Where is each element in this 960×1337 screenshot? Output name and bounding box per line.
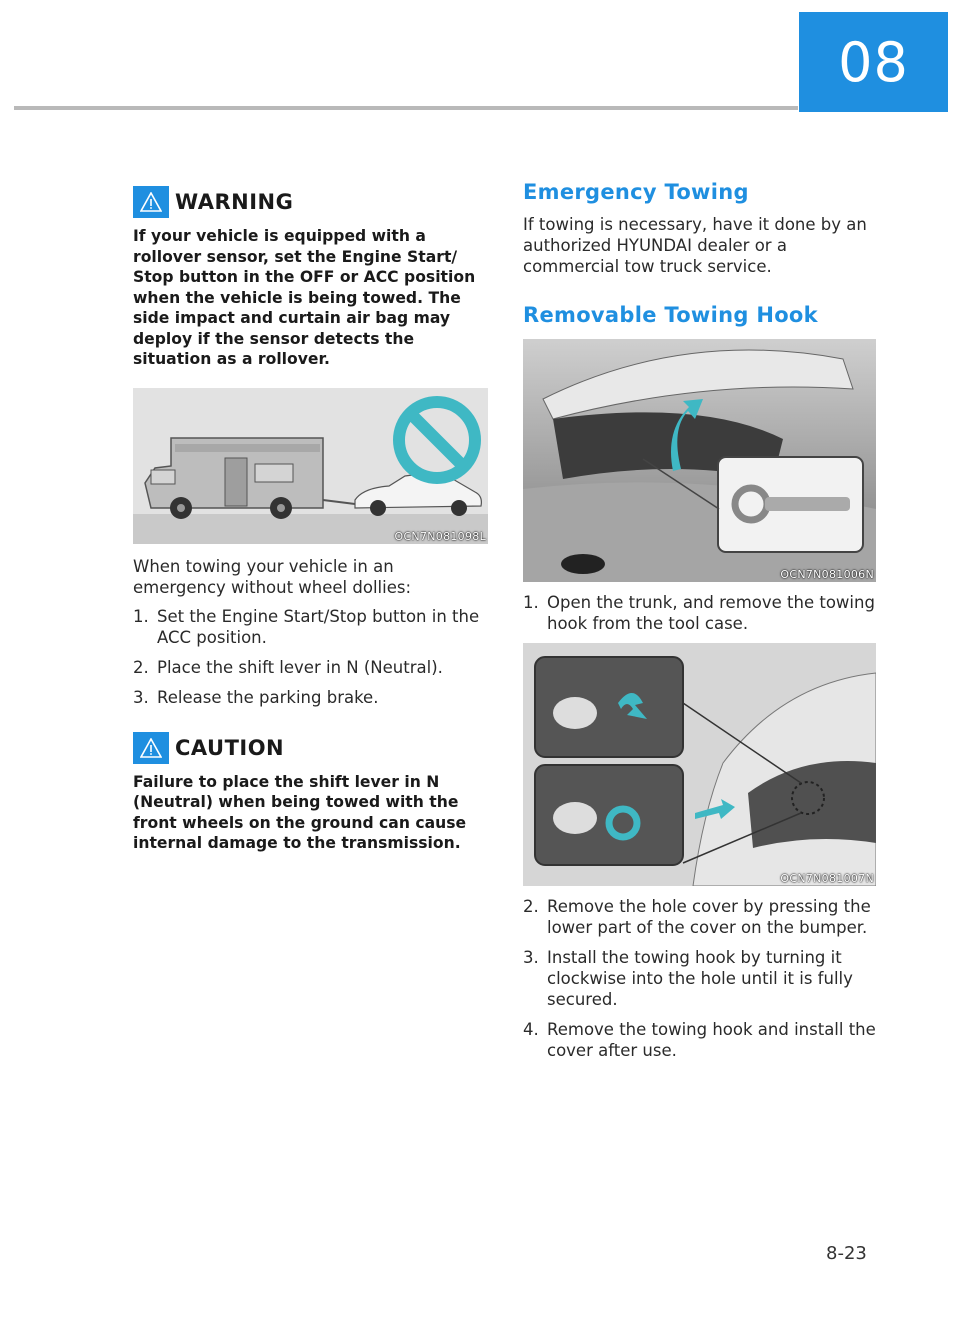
step-text: Place the shift lever in N (Neutral). — [157, 657, 443, 677]
warning-header — [133, 186, 488, 218]
caution-title: CAUTION — [175, 735, 285, 760]
chapter-tab — [799, 12, 948, 112]
hook-step1-list — [523, 592, 876, 634]
figure-code: OCN7N081006N — [780, 568, 874, 581]
right-column — [523, 180, 876, 1070]
step-number: 3. — [133, 687, 149, 707]
hook-steps-list — [523, 896, 876, 1061]
towing-hook-heading: Removable Towing Hook — [523, 303, 818, 327]
chapter-number: 08 — [838, 30, 909, 94]
warning-triangle-icon — [133, 732, 169, 764]
step-number: 4. — [523, 1020, 539, 1039]
list-item — [133, 606, 488, 648]
step-number: 1. — [133, 606, 149, 626]
step-text: Set the Engine Start/Stop button in the ACC position. — [157, 606, 480, 647]
caution-header — [133, 732, 488, 764]
step-text: Remove the towing hook and install the cover after use. — [547, 1020, 876, 1060]
figure-code: OCN7N081007N — [780, 872, 874, 885]
trunk-illustration — [523, 339, 876, 582]
step-number: 2. — [133, 657, 149, 677]
list-item — [133, 657, 488, 678]
caution-body: Failure to place the shift lever in N (Neutral) when being towed with the front wheels on the ground can cause internal damage to the transmission. — [133, 772, 467, 852]
step-text: Remove the hole cover by pressing the lower part of the cover on the bumper. — [547, 897, 871, 937]
step-number: 3. — [523, 948, 539, 967]
step-number: 2. — [523, 897, 539, 916]
page-number: 8-23 — [826, 1243, 867, 1264]
warning-body: If your vehicle is equipped with a rollover sensor, set the Engine Start/ Stop button in the OFF or ACC position when the vehicle is being towed. The side impact and curtain air bag may deploy if the sensor detects the situation as a rollover. — [133, 227, 476, 368]
trunk-figure — [523, 339, 876, 582]
bumper-illustration — [523, 643, 876, 886]
left-column — [133, 186, 488, 854]
towing-rv-illustration — [133, 388, 488, 544]
warning-title: WARNING — [175, 190, 294, 214]
step-text: Install the towing hook by turning it clockwise into the hole until it is fully secured. — [547, 948, 853, 1009]
step-text: Release the parking brake. — [157, 687, 379, 707]
warning-triangle-icon — [133, 186, 169, 218]
step-number: 1. — [523, 593, 539, 612]
list-item — [523, 592, 876, 634]
header-rule — [14, 106, 798, 110]
left-steps-list — [133, 606, 488, 708]
bumper-figure — [523, 643, 876, 886]
emergency-towing-heading: Emergency Towing — [523, 180, 749, 204]
list-item — [523, 896, 876, 938]
intro-text: When towing your vehicle in an emergency without wheel dollies: — [133, 556, 412, 597]
towing-rv-figure — [133, 388, 488, 544]
list-item — [523, 947, 876, 1010]
list-item — [133, 687, 488, 708]
figure-code: OCN7N081098L — [394, 529, 486, 543]
emergency-towing-text: If towing is necessary, have it done by an authorized HYUNDAI dealer or a commercial tow truck service. — [523, 215, 867, 276]
list-item — [523, 1019, 876, 1061]
step-text: Open the trunk, and remove the towing hook from the tool case. — [547, 593, 875, 633]
